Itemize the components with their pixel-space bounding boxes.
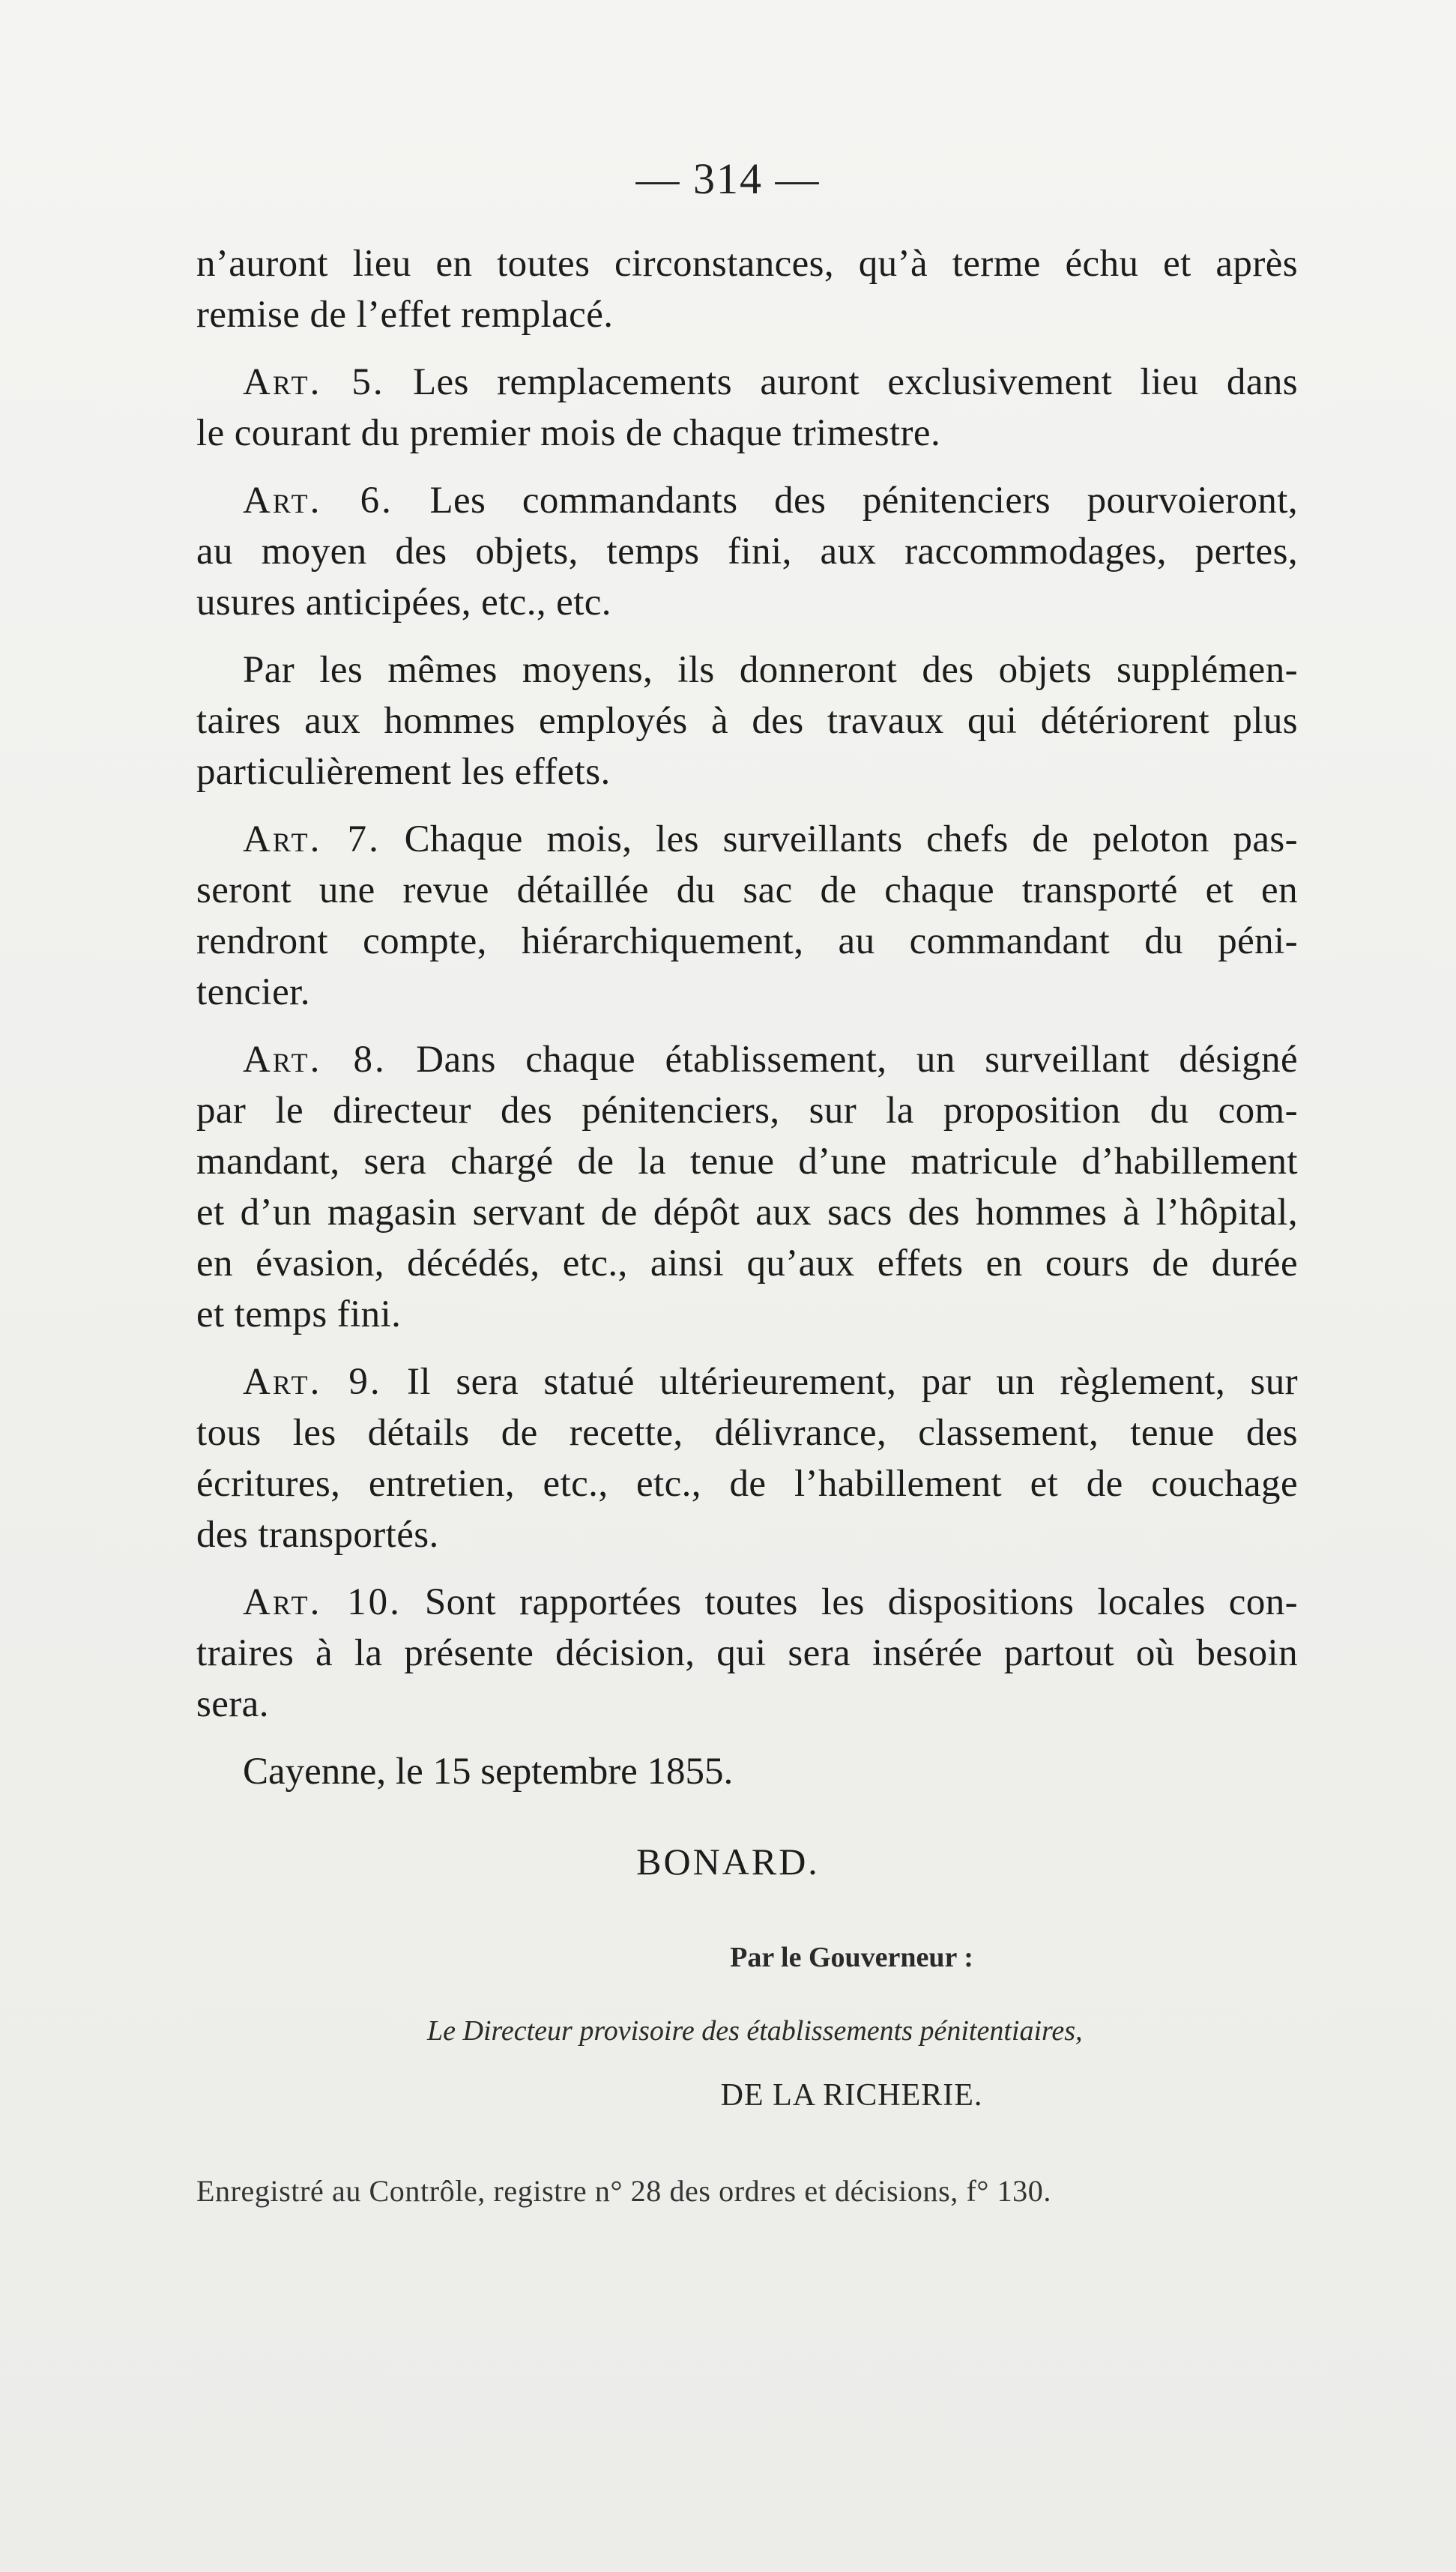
text-line bbox=[196, 865, 1298, 916]
line-text: sera. bbox=[196, 1683, 269, 1725]
line-text: n’auront lieu en toutes circonstances, qu’à terme échu et après bbox=[196, 243, 1298, 285]
line-text: et temps fini. bbox=[196, 1293, 402, 1335]
text-line bbox=[196, 1136, 1298, 1187]
line-text: rendront compte, hiérarchiquement, au commandant du péni- bbox=[196, 920, 1298, 962]
text-line bbox=[196, 408, 1298, 459]
text-line bbox=[196, 695, 1298, 746]
line-text: tous les détails de recette, délivrance, classement, tenue des bbox=[196, 1412, 1298, 1454]
text-line bbox=[196, 1407, 1298, 1458]
article-number: Art. 8. bbox=[243, 1039, 387, 1081]
line-text: en évasion, décédés, etc., ainsi qu’aux effets en cours de durée bbox=[196, 1243, 1298, 1285]
date-line: Cayenne, le 15 septembre 1855. bbox=[243, 1751, 734, 1793]
line-text: taires aux hommes employés à des travaux qui détériorent plus bbox=[196, 700, 1298, 742]
directeur-title: Le Directeur provisoire des établissements pénitentiaires, bbox=[427, 2015, 1083, 2047]
line-text: Les remplacements auront exclusivement lieu dans bbox=[412, 361, 1299, 403]
paragraph-gap bbox=[196, 1018, 1298, 1034]
signature-bonard: BONARD. bbox=[636, 1841, 820, 1883]
article-number: Art. 5. bbox=[243, 361, 385, 403]
line-text: le courant du premier mois de chaque trimestre. bbox=[196, 412, 941, 454]
text-line bbox=[196, 1289, 1298, 1340]
article-number: Art. 7. bbox=[243, 818, 381, 860]
line-text: au moyen des objets, temps fini, aux raccommodages, pertes, bbox=[196, 531, 1298, 573]
line-text: Sont rapportées toutes les dispositions locales con- bbox=[424, 1581, 1299, 1623]
paragraph-gap bbox=[196, 1560, 1298, 1577]
text-line bbox=[196, 644, 1298, 695]
line-text: particulièrement les effets. bbox=[196, 751, 611, 793]
par-le-gouverneur: Par le Gouverneur : bbox=[730, 1942, 973, 1973]
text-line bbox=[196, 1085, 1298, 1136]
line-text: par le directeur des pénitenciers, sur la proposition du com- bbox=[196, 1090, 1298, 1132]
line-text: Dans chaque établissement, un surveillant désigné bbox=[416, 1039, 1299, 1081]
text-line bbox=[196, 916, 1298, 967]
article-number: Art. 6. bbox=[243, 480, 393, 522]
paragraph-gap bbox=[196, 1340, 1298, 1356]
paragraph-gap bbox=[196, 459, 1298, 475]
paragraph-gap bbox=[196, 340, 1298, 357]
line-text: écritures, entretien, etc., etc., de l’habillement et de couchage bbox=[196, 1463, 1298, 1505]
line-text: Il sera statué ultérieurement, par un règlement, sur bbox=[407, 1361, 1298, 1403]
text-line bbox=[196, 746, 1298, 797]
line-text: Par les mêmes moyens, ils donneront des objets supplémen- bbox=[243, 649, 1298, 691]
registration-note: Enregistré au Contrôle, registre n° 28 des ordres et décisions, f° 130. bbox=[196, 2174, 1051, 2208]
text-lines bbox=[196, 238, 1298, 1746]
line-text: traires à la présente décision, qui sera insérée partout où besoin bbox=[196, 1632, 1298, 1674]
text-line bbox=[196, 577, 1298, 628]
line-text: Chaque mois, les surveillants chefs de peloton pas- bbox=[404, 818, 1299, 860]
text-line bbox=[196, 1577, 1298, 1628]
line-text: et d’un magasin servant de dépôt aux sacs des hommes à l’hôpital, bbox=[196, 1192, 1298, 1234]
text-line bbox=[196, 814, 1298, 865]
text-line bbox=[196, 357, 1298, 408]
text-line bbox=[196, 1509, 1298, 1560]
text-line bbox=[196, 1356, 1298, 1407]
line-text: tencier. bbox=[196, 971, 310, 1013]
line-text: usures anticipées, etc., etc. bbox=[196, 582, 611, 624]
text-line bbox=[196, 1187, 1298, 1238]
signature-richerie: DE LA RICHERIE. bbox=[720, 2078, 983, 2113]
text-line bbox=[196, 1628, 1298, 1679]
text-line bbox=[196, 1034, 1298, 1085]
line-text: Les commandants des pénitenciers pourvoieront, bbox=[429, 480, 1299, 522]
article-number: Art. 9. bbox=[243, 1361, 382, 1403]
text-line bbox=[196, 526, 1298, 577]
text-line bbox=[196, 967, 1298, 1018]
paragraph-gap bbox=[196, 1730, 1298, 1746]
decision-body bbox=[196, 238, 1298, 1797]
text-line bbox=[196, 1238, 1298, 1289]
text-line bbox=[196, 238, 1298, 289]
line-text: remise de l’effet remplacé. bbox=[196, 294, 614, 336]
line-text: mandant, sera chargé de la tenue d’une matricule d’habillement bbox=[196, 1141, 1298, 1183]
text-line bbox=[196, 289, 1298, 340]
line-text: seront une revue détaillée du sac de chaque transporté et en bbox=[196, 869, 1298, 911]
article-number: Art. 10. bbox=[243, 1581, 402, 1623]
text-line bbox=[196, 1458, 1298, 1509]
paragraph-gap bbox=[196, 797, 1298, 814]
text-line bbox=[196, 1679, 1298, 1730]
page-number: — 314 — bbox=[635, 154, 821, 203]
text-line bbox=[196, 475, 1298, 526]
line-text: des transportés. bbox=[196, 1514, 439, 1556]
paragraph-gap bbox=[196, 628, 1298, 644]
